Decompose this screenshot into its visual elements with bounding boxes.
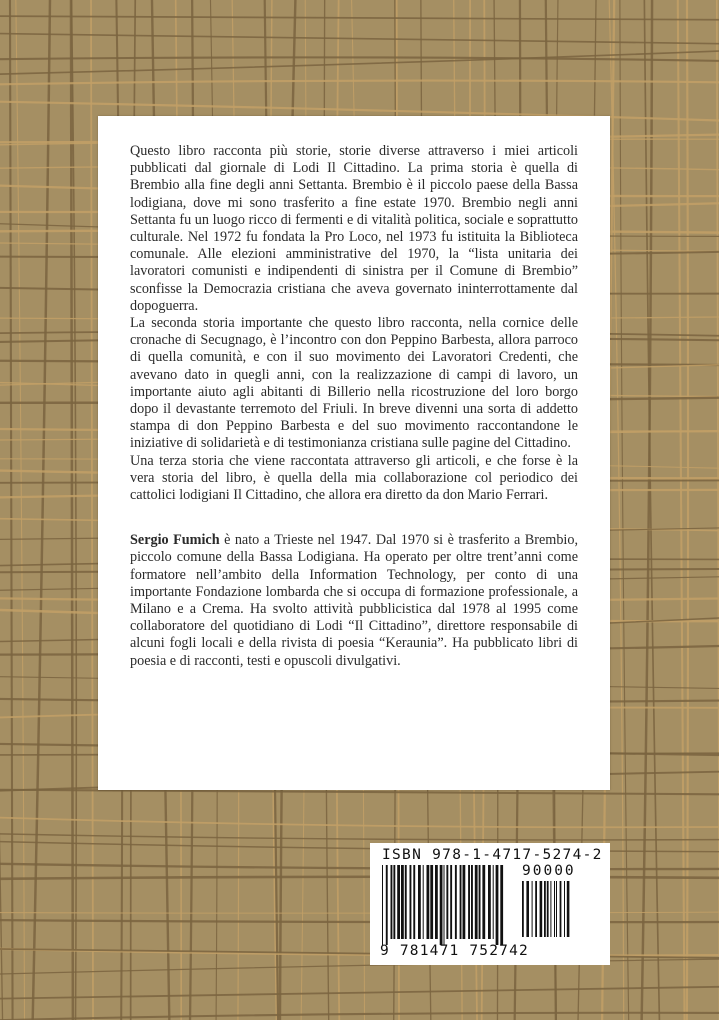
weave-line <box>91 0 93 1020</box>
barcode-bar <box>540 881 543 937</box>
price-code: 90000 <box>522 863 576 879</box>
barcode-bar <box>550 881 551 937</box>
barcode-bar <box>463 865 466 939</box>
barcode-bar <box>382 865 383 945</box>
barcode-bar <box>455 865 457 939</box>
barcode-bar <box>475 865 478 939</box>
weave-line <box>0 1013 719 1020</box>
blurb-paragraph-2: La seconda storia importante che questo libro racconta, nella cornice delle cronache di Secugnago, è l’incontro con don Peppino Barbesta, allora parroco di quella comunità, e con il suo movimento dei Lavoratori Credenti, che avevano dato in quegli anni, con la realizzazione di campi di lavoro, un importante aiuto agli abitanti di Billerio nella ricostruzione del loro borgo dopo il devastante terremoto del Friuli. In breve divenni una sorta di addetto stampa di don Peppino Barbesta e del suo movimento raccontandone le iniziative di solidarietà e di testimonianza cristiana sulle pagine del Cittadino. <box>130 315 578 452</box>
weave-line <box>0 817 719 827</box>
weave-line <box>0 877 719 879</box>
barcode-bar <box>556 881 557 937</box>
back-cover-text-panel <box>98 116 610 790</box>
barcode-bar <box>393 865 395 939</box>
weave-line <box>0 834 719 840</box>
barcode-bar <box>567 881 570 937</box>
barcode-bar <box>427 865 430 939</box>
weave-line <box>0 949 719 958</box>
barcode-bar <box>560 881 562 937</box>
barcode-bar <box>397 865 400 939</box>
barcode-bar <box>391 865 393 939</box>
weave-line <box>0 790 719 795</box>
weave-line <box>0 16 719 20</box>
weave-line <box>0 987 719 999</box>
author-bio-text: è nato a Trieste nel 1947. Dal 1970 si è trasferito a Brembio, piccolo comune della Bassa Lodigiana. Ha operato per oltre trent’anni come formatore nell’ambito della Information Technology, per conto di una importante Fondazione lombarda che si occupa di formazione professionale, a Milano e a Crema. Ha svolto attività pubblicistica dal 1978 al 1995 come collaboratore del quotidiano di Lodi “Il Cittadino”, direttore responsabile di alcuni fogli locali e della rivista di poesia “Keraunia”. Ha pubblicato libri di poesia e di racconti, testi e opuscoli divulgativi. <box>130 532 578 669</box>
weave-line <box>71 0 73 1020</box>
isbn-label: ISBN 978-1-4717-5274-2 <box>382 847 603 863</box>
barcode-bar <box>446 865 448 939</box>
weave-line <box>678 0 685 1020</box>
isbn-barcode-block <box>370 843 610 965</box>
barcode-bar <box>488 865 491 939</box>
barcode-bar <box>418 865 421 939</box>
barcode-bar <box>496 865 499 945</box>
weave-line <box>10 0 13 1020</box>
weave-line <box>16 0 25 1020</box>
barcode-bar <box>526 881 529 937</box>
barcode-bar <box>532 881 533 937</box>
barcode-bar <box>547 881 549 937</box>
barcode-bar <box>440 865 443 945</box>
blurb-paragraph-3: Una terza storia che viene raccontata attraverso gli articoli, e che forse è la vera storia del libro, è quella della mia collaborazione col periodico dei cattolici lodigiani Il Cittadino, che allora era diretto da don Mario Ferrari. <box>130 452 578 504</box>
weave-line <box>0 959 719 974</box>
weave-line <box>687 0 688 1020</box>
barcode-bar <box>450 865 452 939</box>
barcode-bar <box>444 865 445 945</box>
barcode-bar <box>471 865 473 939</box>
barcode-bar <box>482 865 485 939</box>
barcode-bar <box>423 865 424 939</box>
weave-line <box>0 34 719 44</box>
ean-barcode <box>380 865 520 945</box>
barcode-bar <box>410 865 412 939</box>
barcode-bar <box>535 881 537 937</box>
barcode-bar <box>479 865 481 939</box>
barcode-bar <box>500 865 503 945</box>
barcode-bar <box>544 881 546 937</box>
barcode-bar <box>554 881 555 937</box>
author-bio <box>130 532 578 670</box>
barcode-bar <box>564 881 565 937</box>
weave-line <box>0 864 719 869</box>
blurb-paragraph-1: Questo libro racconta più storie, storie diverse attraverso i miei articoli pubblicati dal giornale di Lodi Il Cittadino. La prima storia è quella di Brembio alla fine degli anni Settanta. Brembio è il piccolo paese della Bassa lodigiana, dove mi sono trasferito a fine estate 1970. Brembio negli anni Settanta fu un luogo ricco di fermenti e di vitalità politica, sociale e soprattutto culturale. Nel 1972 fu fondata la Pro Loco, nel 1973 fu istituita la Biblioteca comunale. Alle elezioni amministrative del 1970, la “lista unitaria dei lavoratori comunisti e indipendenti di sinistra per il Comune di Brembio” sconfisse la Democrazia cristiana che aveva governato ininterrottamente dal dopoguerra. <box>130 143 578 314</box>
weave-line <box>0 912 719 913</box>
barcode-bar <box>468 865 470 939</box>
barcode-bar <box>522 881 524 937</box>
weave-line <box>0 920 719 922</box>
barcode-bar <box>435 865 438 939</box>
price-addon-barcode <box>520 881 600 939</box>
weave-line <box>0 0 3 1020</box>
weave-line <box>33 0 50 1020</box>
barcode-bar <box>405 865 407 939</box>
weave-line <box>620 0 629 1020</box>
barcode-bar <box>386 865 388 945</box>
author-name: Sergio Fumich <box>130 532 220 549</box>
barcode-bar <box>413 865 415 939</box>
barcode-bar <box>401 865 404 939</box>
ean-digits: 9 781471 752742 <box>380 943 529 959</box>
weave-line <box>0 842 719 852</box>
barcode-bar <box>430 865 433 939</box>
barcode-bar <box>493 865 494 939</box>
barcode-bar <box>460 865 462 939</box>
back-cover-text <box>130 143 578 670</box>
